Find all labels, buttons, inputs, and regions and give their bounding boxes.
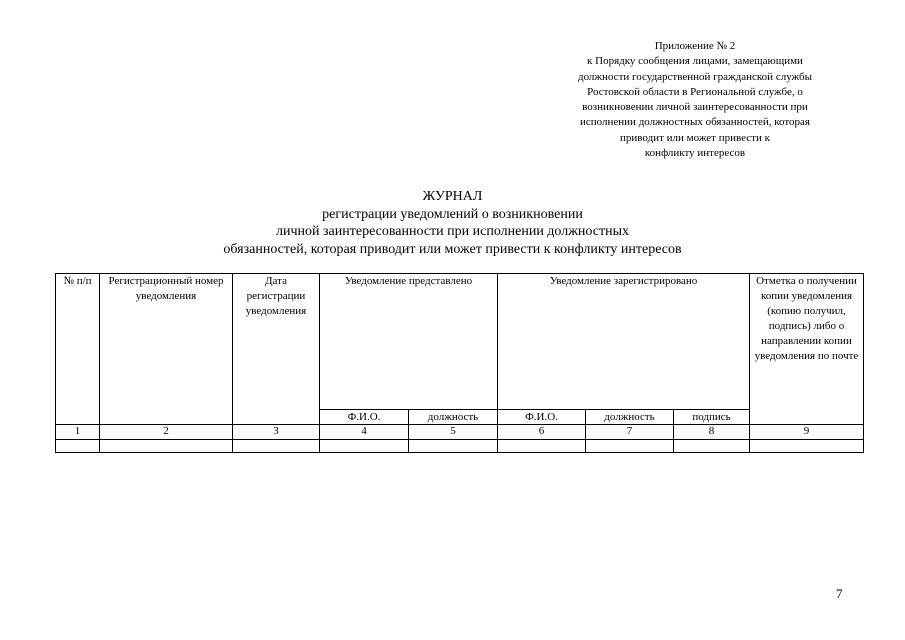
header-row — [56, 274, 864, 410]
title-line: обязанностей, которая приводит или может привести к конфликту интересов — [223, 241, 682, 257]
appendix-line: Приложение № 2 — [654, 40, 736, 52]
subheader-registered-fio: Ф.И.О. — [498, 410, 586, 425]
header-registered: Уведомление зарегистрировано — [498, 274, 750, 410]
subheader-submitted-position: должность — [409, 410, 498, 425]
header-copy-mark: Отметка о получении копии уведомления (копию получил, подпись) либо о направлении копии уведомления по почте — [750, 274, 864, 425]
journal-table — [55, 273, 864, 453]
appendix-line: к Порядку сообщения лицами, замещающими — [587, 55, 803, 68]
empty-entry-row — [56, 440, 864, 453]
header-no: № п/п — [56, 274, 100, 425]
empty-cell — [56, 440, 100, 453]
column-number: 9 — [750, 425, 864, 440]
title-line: регистрации уведомлений о возникновении — [322, 206, 583, 222]
title-heading: ЖУРНАЛ — [422, 189, 483, 204]
column-number: 2 — [100, 425, 233, 440]
appendix-line: Ростовской области в Региональной службе, о — [587, 85, 803, 98]
header-reg-date: Дата регистрации уведомления — [233, 274, 320, 425]
column-number: 3 — [233, 425, 320, 440]
empty-cell — [750, 440, 864, 453]
appendix-block — [540, 39, 850, 161]
empty-cell — [586, 440, 674, 453]
empty-cell — [498, 440, 586, 453]
appendix-line: возникновении личной заинтересованности при — [582, 101, 808, 114]
subheader-registered-signature: подпись — [674, 410, 750, 425]
appendix-line: конфликту интересов — [644, 147, 746, 160]
title-line: личной заинтересованности при исполнении должностных — [276, 224, 629, 240]
header-reg-number: Регистрационный номер уведомления — [100, 274, 233, 425]
column-number: 1 — [56, 425, 100, 440]
column-number: 8 — [674, 425, 750, 440]
empty-cell — [233, 440, 320, 453]
appendix-line: исполнении должностных обязанностей, которая — [580, 116, 810, 129]
column-number: 4 — [320, 425, 409, 440]
column-number: 5 — [409, 425, 498, 440]
empty-cell — [100, 440, 233, 453]
empty-cell — [409, 440, 498, 453]
column-number-row — [56, 425, 864, 440]
appendix-line: должности государственной гражданской службы — [577, 70, 812, 83]
subheader-submitted-fio: Ф.И.О. — [320, 410, 409, 425]
page-number: 7 — [836, 586, 843, 601]
document-title — [0, 188, 905, 258]
column-number: 6 — [498, 425, 586, 440]
empty-cell — [674, 440, 750, 453]
subheader-registered-position: должность — [586, 410, 674, 425]
column-number: 7 — [586, 425, 674, 440]
appendix-line: приводит или может привести к — [620, 131, 770, 144]
header-submitted: Уведомление представлено — [320, 274, 498, 410]
empty-cell — [320, 440, 409, 453]
